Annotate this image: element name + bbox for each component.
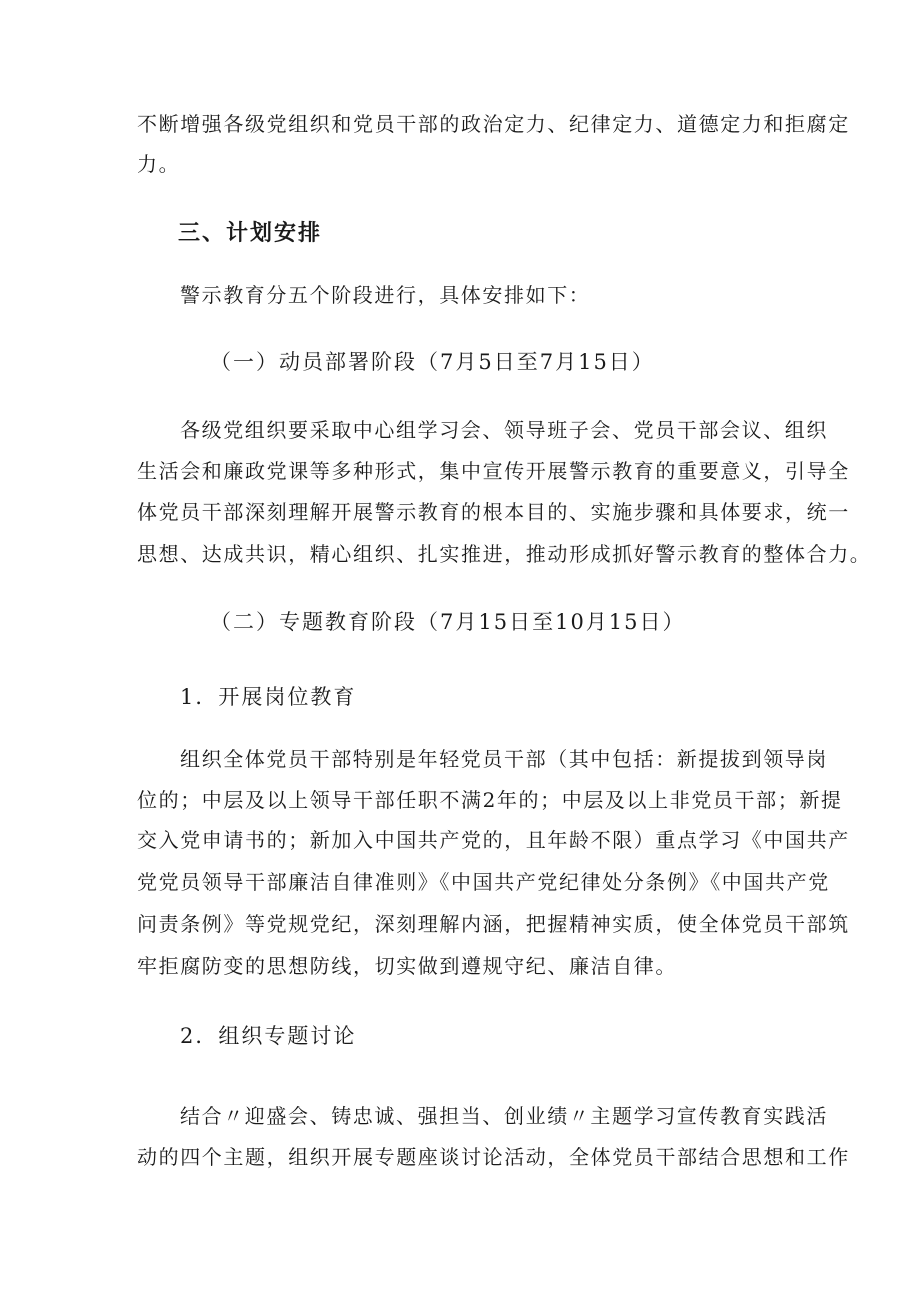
paragraph-line: 力。 xyxy=(137,152,181,176)
section-intro: 警示教育分五个阶段进行，具体安排如下： xyxy=(180,283,591,307)
item2-title: 2．组织专题讨论 xyxy=(180,1024,357,1048)
paragraph-line: 党党员领导干部廉洁自律准则》《中国共产党纪律处分条例》《中国共产党 xyxy=(137,870,830,894)
section-title: 三、计划安排 xyxy=(178,221,323,246)
paragraph-line: 各级党组织要采取中心组学习会、领导班子会、党员干部会议、组织 xyxy=(180,418,828,442)
paragraph-line: 动的四个主题，组织开展专题座谈讨论活动，全体党员干部结合思想和工作 xyxy=(137,1145,850,1169)
paragraph-line: 位的；中层及以上领导干部任职不满2年的；中层及以上非党员干部；新提 xyxy=(137,788,843,812)
paragraph-line: 体党员干部深刻理解开展警示教育的根本目的、实施步骤和具体要求，统一 xyxy=(137,500,850,524)
paragraph-line: 思想、达成共识，精心组织、扎实推进，推动形成抓好警示教育的整体合力。 xyxy=(137,542,872,566)
paragraph-line: 生活会和廉政党课等多种形式，集中宣传开展警示教育的重要意义，引导全 xyxy=(137,459,850,483)
stage2-title: （二）专题教育阶段（7月15日至10月15日） xyxy=(210,610,686,634)
paragraph-line: 牢拒腐防变的思想防线，切实做到遵规守纪、廉洁自律。 xyxy=(137,954,677,978)
paragraph-line: 交入党申请书的；新加入中国共产党的，且年龄不限）重点学习《中国共产 xyxy=(137,828,850,852)
stage1-title: （一）动员部署阶段（7月5日至7月15日） xyxy=(210,350,655,374)
paragraph-line: 组织全体党员干部特别是年轻党员干部（其中包括：新提拔到领导岗 xyxy=(180,747,828,771)
paragraph-line: 不断增强各级党组织和党员干部的政治定力、纪律定力、道德定力和拒腐定 xyxy=(137,112,850,136)
paragraph-line: 结合〃迎盛会、铸忠诚、强担当、创业绩〃主题学习宣传教育实践活 xyxy=(180,1104,828,1128)
item1-title: 1．开展岗位教育 xyxy=(180,685,357,709)
paragraph-line: 问责条例》等党规党纪，深刻理解内涵，把握精神实质，使全体党员干部筑 xyxy=(137,912,850,936)
